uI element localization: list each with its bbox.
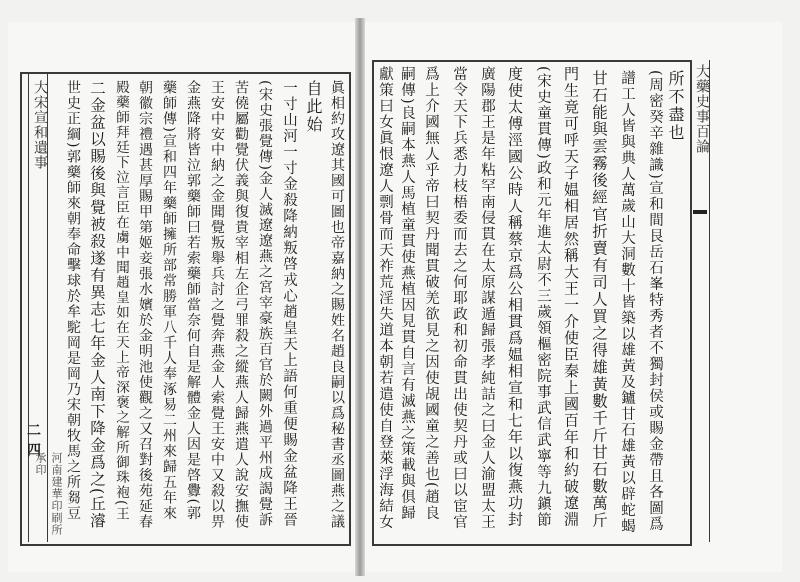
- left-page-fold-margin: [27, 72, 63, 542]
- text-column: 眞相約攻遼其國可圖也帝嘉納之賜姓名趙良嗣以爲秘書丞圖燕之議: [329, 80, 345, 530]
- text-column: 度使太傅涇國公時人稱蔡京爲公相貫爲媪相宣和七年以復燕功封: [506, 66, 524, 528]
- text-column: 譜工人皆與典人萬歲山大洞數十皆築以雄黃及鑪甘石雄黃以辟蛇蝎: [619, 70, 635, 534]
- text-column: 獻策曰女眞恨遼人剽骨而天祚荒淫失道本朝若遣使自登萊浮海結女: [377, 66, 393, 530]
- text-column: 藥師傳)宣和四年藥師擁所部常勝軍八千人奉涿易二州來歸五年來: [161, 80, 177, 521]
- text-column: 二金盆以賜後與覺被殺遂有異志七年金人南下降金爲之(丘濬: [88, 80, 106, 530]
- text-column: 世史正綱)郭藥師來朝奉命擊球於牟駝岡是岡乃宋朝牧馬之所芻豆: [65, 80, 81, 521]
- text-column: (宋史童貫傳)政和元年進太尉不三歲領樞密院事武信武寧等九鎭節: [535, 66, 551, 529]
- text-column: 朝徽宗禮遇甚厚賜甲第姬妾張水嬪於金明池使觀之又召對後苑延春: [137, 80, 153, 530]
- text-column: (宋史張覺傳)金人滅遼遼燕之宮宰豪族百官於闕外過平州成謁覺訴: [257, 80, 273, 528]
- text-column: 甘石能與雲霧後經官折賣有司人買之得雄黃數千斤甘石數萬斤: [590, 70, 608, 529]
- text-column: 一寸山河一寸金殺降納叛啓戎心趙皇天上語何重便賜金盆降王晉: [281, 80, 297, 528]
- text-column: (周密癸辛雜識)宣和間艮岳石峯特秀者不獨封侯或賜金帶且各圖爲: [647, 70, 663, 533]
- text-column: 門生竟可呼天子媪相居然稱大王一介使臣秦上國百年和約破遼淵: [562, 66, 580, 528]
- text-column: 殿藥師拜廷下泣言臣在虜中聞趙皇如在天上帝深褒之解所御珠袍(王: [113, 80, 129, 522]
- left-fold-title: 大宋宣和遺事: [32, 80, 48, 170]
- text-column: 廣陽郡王是年粘罕南侵貫在太原謀遁歸張孝純詰之曰金人渝盟太王: [479, 66, 495, 530]
- right-page-text-frame: [372, 60, 692, 546]
- text-column: 嗣傳)良嗣本燕人馬植童貫使燕植因見貫自言有滅燕之策載與俱歸: [399, 66, 415, 522]
- right-fold-title: 大藥史事百論: [694, 64, 710, 154]
- page-number: 二四: [27, 423, 41, 459]
- section-title: 所不盡也: [666, 70, 685, 142]
- text-column: 苦僥屬勸覺伏義與復貴宰相左企弓罪殺之縱燕人歸燕遣人說安撫使: [233, 80, 249, 530]
- text-column: 自此始: [304, 80, 323, 134]
- book-spine: [355, 18, 365, 576]
- text-column: 王安中安中納之金聞覺叛舉兵討之覺奔燕金人索覺王安中又殺以畀: [209, 80, 225, 530]
- text-column: 當令天下兵悉力枝梧委而去之何耶政和初命貫出使契丹或曰以宦官: [451, 66, 467, 530]
- text-column: 金燕降將皆泣郭藥師曰若索藥師當奈何自是解體金人因是啓釁(郭: [185, 80, 201, 521]
- right-page-fold-margin: [690, 60, 710, 542]
- publisher-imprint: 河南建華印刷所承印: [34, 452, 63, 536]
- fish-tail-mark: [693, 210, 707, 214]
- text-column: 爲上介國無人乎帝曰契丹聞貫破羌欲見之因使覘國童之善也(趙良: [423, 66, 439, 522]
